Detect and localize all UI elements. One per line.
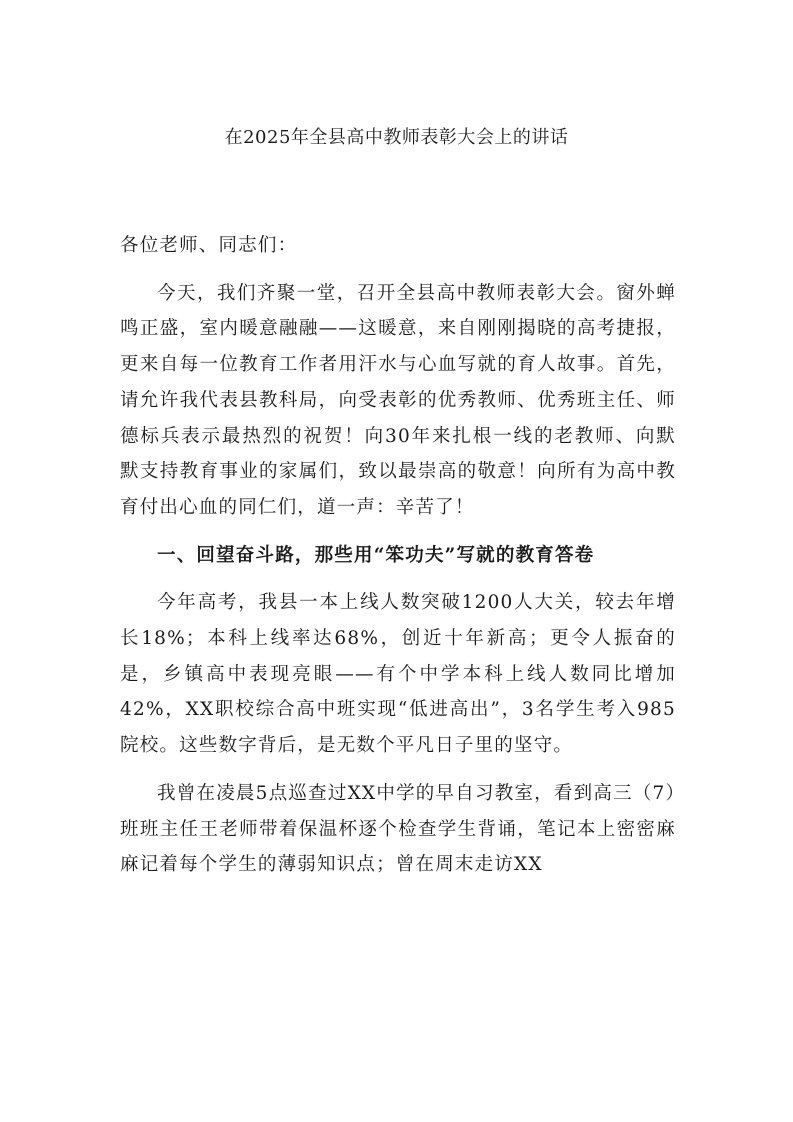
opening-paragraph: 今天，我们齐聚一堂，召开全县高中教师表彰大会。窗外蝉鸣正盛，室内暖意融融——这暖意，来自刚刚揭晓的高考捷报，更来自每一位教育工作者用汗水与心血写就的育人故事。首先，请允许我代表县教科局，向受表彰的优秀教师、优秀班主任、师德标兵表示最热烈的祝贺！向30年来扎根一线的老教师、向默默支持教育事业的家属们，致以最崇高的敬意！向所有为高中教育付出心血的同仁们，道一声：辛苦了！	[120, 282, 676, 518]
body-paragraph: 我曾在凌晨5点巡查过XX中学的早自习教室，看到高三（7）班班主任王老师带着保温杯逐个检查学生背诵，笔记本上密密麻麻记着每个学生的薄弱知识点；曾在周末走访XX	[120, 782, 676, 876]
section-heading: 一、回望奋斗路，那些用“笨功夫”写就的教育答卷	[157, 544, 595, 566]
document-body	[120, 228, 676, 895]
salutation: 各位老师、同志们：	[120, 235, 298, 256]
body-paragraph: 今年高考，我县一本上线人数突破1200人大关，较去年增长18%；本科上线率达68%，创近十年新高；更令人振奋的是，乡镇高中表现亮眼——有个中学本科上线人数同比增加42%，XX职校综合高中班实现“低进高出”，3名学生考入985院校。这些数字背后，是无数个平凡日子里的坚守。	[120, 592, 676, 757]
document-title: 在2025年全县高中教师表彰大会上的讲话	[224, 127, 569, 148]
